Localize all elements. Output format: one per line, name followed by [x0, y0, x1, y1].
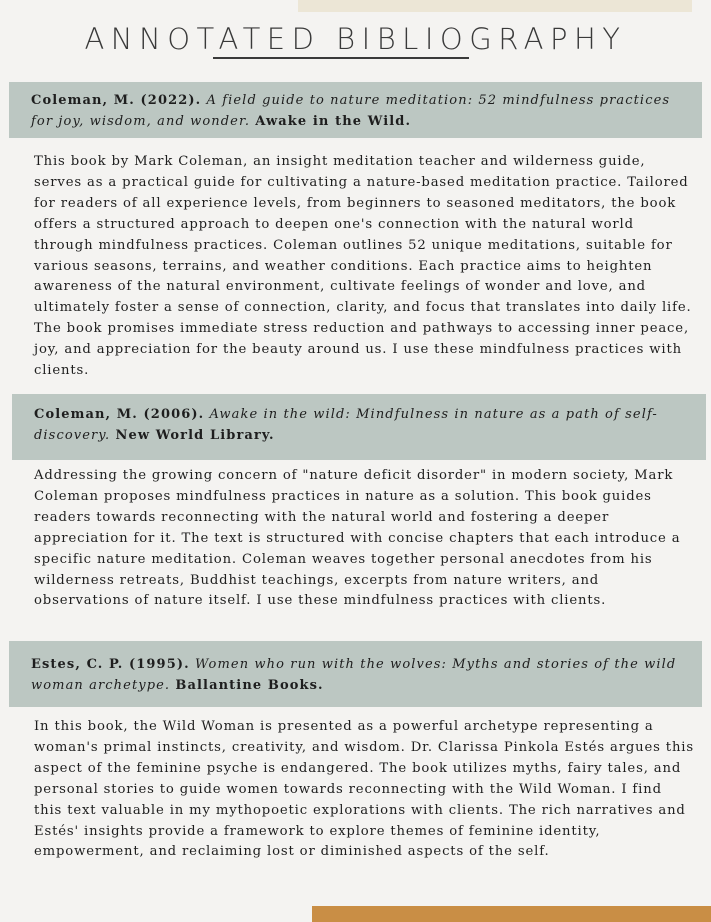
- title-underline: [213, 57, 469, 59]
- citation-publisher: New World Library.: [115, 428, 275, 443]
- citation-publisher: Ballantine Books.: [175, 678, 324, 693]
- citation-title: Awake in the wild: Mindfulness in nature as a path of self-discovery.: [34, 407, 658, 443]
- bottom-accent-bar: [312, 906, 711, 922]
- top-accent-bar: [298, 0, 692, 12]
- citation-author: Coleman, M. (2006).: [34, 407, 205, 422]
- citation-title: Women who run with the wolves: Myths and stories of the wild woman archetype.: [31, 657, 677, 693]
- citation-block-2: [12, 394, 706, 460]
- citation-publisher: Awake in the Wild.: [255, 114, 412, 129]
- citation-block-3: [9, 641, 702, 707]
- annotation-paragraph-2: Addressing the growing concern of "nature deficit disorder" in modern society, Mark Coleman proposes mindfulness practices in nature as a solution. This book guides readers towards reconnecting with the natural world and fostering a deeper appreciation for it. The text is structured with concise chapters that each introduce a specific nature meditation. Coleman weaves together personal anecdotes from his wilderness retreats, Buddhist teachings, excerpts from nature writers, and observations of nature itself. I use these mindfulness practices with clients.: [34, 468, 681, 609]
- citation-author: Estes, C. P. (1995).: [31, 657, 190, 672]
- citation-title: A field guide to nature meditation: 52 mindfulness practices for joy, wisdom, and wonder.: [31, 93, 671, 129]
- citation-block-1: [9, 82, 702, 138]
- annotation-paragraph-1: This book by Mark Coleman, an insight meditation teacher and wilderness guide, serves as a practical guide for cultivating a nature-based meditation practice. Tailored for readers of all experience levels, from beginners to seasoned meditators, the book offers a structured approach to deepen one's connection with the natural world through mindfulness practices. Coleman outlines 52 unique meditations, suitable for various seasons, terrains, and weather conditions. Each practice aims to heighten awareness of the natural environment, cultivate feelings of wonder and love, and ultimately foster a sense of connection, clarity, and focus that translates into daily life. The book promises immediate stress reduction and pathways to accessing inner peace, joy, and appreciation for the beauty around us. I use these mindfulness practices with clients.: [34, 154, 692, 379]
- page-title: ANNOTATED BIBLIOGRAPHY: [84, 22, 627, 56]
- annotation-paragraph-3: In this book, the Wild Woman is presented as a powerful archetype representing a woman's primal instincts, creativity, and wisdom. Dr. Clarissa Pinkola Estés argues this aspect of the feminine psyche is endangered. The book utilizes myths, fairy tales, and personal stories to guide women towards reconnecting with the Wild Woman. I find this text valuable in my mythopoetic explorations with clients. The rich narratives and Estés' insights provide a framework to explore themes of feminine identity, empowerment, and reclaiming lost or diminished aspects of the self.: [34, 719, 694, 860]
- citation-author: Coleman, M. (2022).: [31, 93, 202, 108]
